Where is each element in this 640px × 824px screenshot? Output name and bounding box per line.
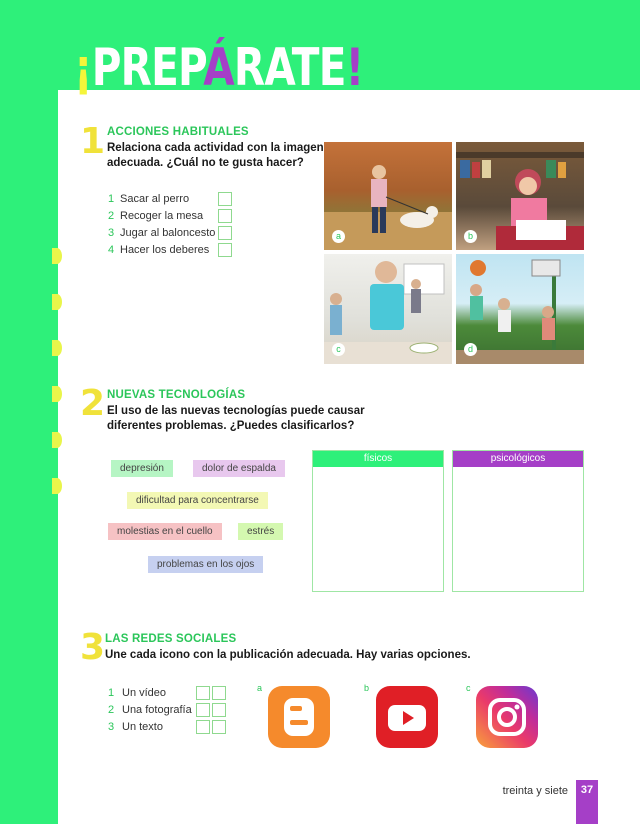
tag-depresion[interactable]: depresión — [111, 460, 173, 477]
answer-box[interactable] — [218, 243, 232, 257]
list-item: 4 Hacer los deberes — [108, 241, 232, 258]
section-title: NUEVAS TECNOLOGÍAS — [107, 389, 246, 401]
answer-box[interactable] — [218, 192, 232, 206]
list-item: 2 Una fotografía — [108, 701, 226, 718]
answer-box[interactable] — [212, 686, 226, 700]
youtube-glyph-icon — [376, 686, 438, 748]
list-item: 3 Jugar al baloncesto — [108, 224, 232, 241]
column-header: psicológicos — [453, 451, 583, 467]
youtube-icon[interactable] — [376, 686, 438, 748]
answer-box[interactable] — [212, 703, 226, 717]
icon-letter: a — [257, 683, 263, 693]
icon-letter: c — [466, 683, 471, 693]
section-instruction: El uso de las nuevas tecnologías puede causar diferentes problemas. ¿Puedes clasificarlos? — [107, 405, 365, 432]
answer-box[interactable] — [196, 720, 210, 734]
activity-list — [108, 190, 232, 258]
page-number: 37 — [576, 780, 598, 824]
blogger-icon[interactable] — [268, 686, 330, 748]
section-instruction: Relaciona cada actividad con la imagen adecuada. ¿Cuál no te gusta hacer? — [107, 142, 324, 169]
answer-box[interactable] — [218, 226, 232, 240]
list-item: 1 Un vídeo — [108, 684, 226, 701]
tag-problemas-ojos[interactable]: problemas en los ojos — [148, 556, 263, 573]
tag-dolor-espalda[interactable]: dolor de espalda — [193, 460, 285, 477]
section-title: LAS REDES SOCIALES — [105, 633, 237, 645]
answer-box[interactable] — [196, 686, 210, 700]
answer-box[interactable] — [218, 209, 232, 223]
margin-wave — [52, 248, 62, 264]
homework-photo — [456, 142, 584, 250]
section-instruction: Une cada icono con la publicación adecuada. Hay varias opciones. — [105, 649, 471, 661]
instagram-glyph-icon — [476, 686, 538, 748]
margin-wave — [52, 386, 62, 402]
list-item: 2 Recoger la mesa — [108, 207, 232, 224]
section-number: 3 — [80, 627, 106, 668]
column-header: físicos — [313, 451, 443, 467]
photo-label: b — [464, 230, 477, 243]
section-number: 2 — [80, 383, 106, 424]
column-fisicos[interactable] — [312, 450, 444, 592]
answer-box[interactable] — [196, 703, 210, 717]
instagram-icon[interactable] — [476, 686, 538, 748]
list-item: 1 Sacar al perro — [108, 190, 232, 207]
photo-label: a — [332, 230, 345, 243]
icon-letter: b — [364, 683, 370, 693]
section-title: ACCIONES HABITUALES — [107, 126, 249, 138]
clearing-table-photo — [324, 254, 452, 364]
section-number: 1 — [80, 121, 106, 162]
margin-wave — [52, 478, 62, 494]
answer-box[interactable] — [212, 720, 226, 734]
dog-walking-photo — [324, 142, 452, 250]
list-item: 3 Un texto — [108, 718, 226, 735]
photo-label: d — [464, 343, 477, 356]
tag-dificultad[interactable]: dificultad para concentrarse — [127, 492, 268, 509]
margin-wave — [52, 432, 62, 448]
basketball-photo — [456, 254, 584, 364]
tag-molestias[interactable]: molestias en el cuello — [108, 523, 222, 540]
margin-wave — [52, 340, 62, 356]
left-margin-band — [0, 0, 58, 824]
tag-estres[interactable]: estrés — [238, 523, 283, 540]
column-psicologicos[interactable] — [452, 450, 584, 592]
page-number-text: treinta y siete — [502, 785, 568, 797]
blogger-glyph-icon — [268, 686, 330, 748]
publication-list — [108, 684, 226, 735]
page-title: ¡PREPÁRATE! — [74, 38, 364, 98]
photo-label: c — [332, 343, 345, 356]
margin-wave — [52, 294, 62, 310]
